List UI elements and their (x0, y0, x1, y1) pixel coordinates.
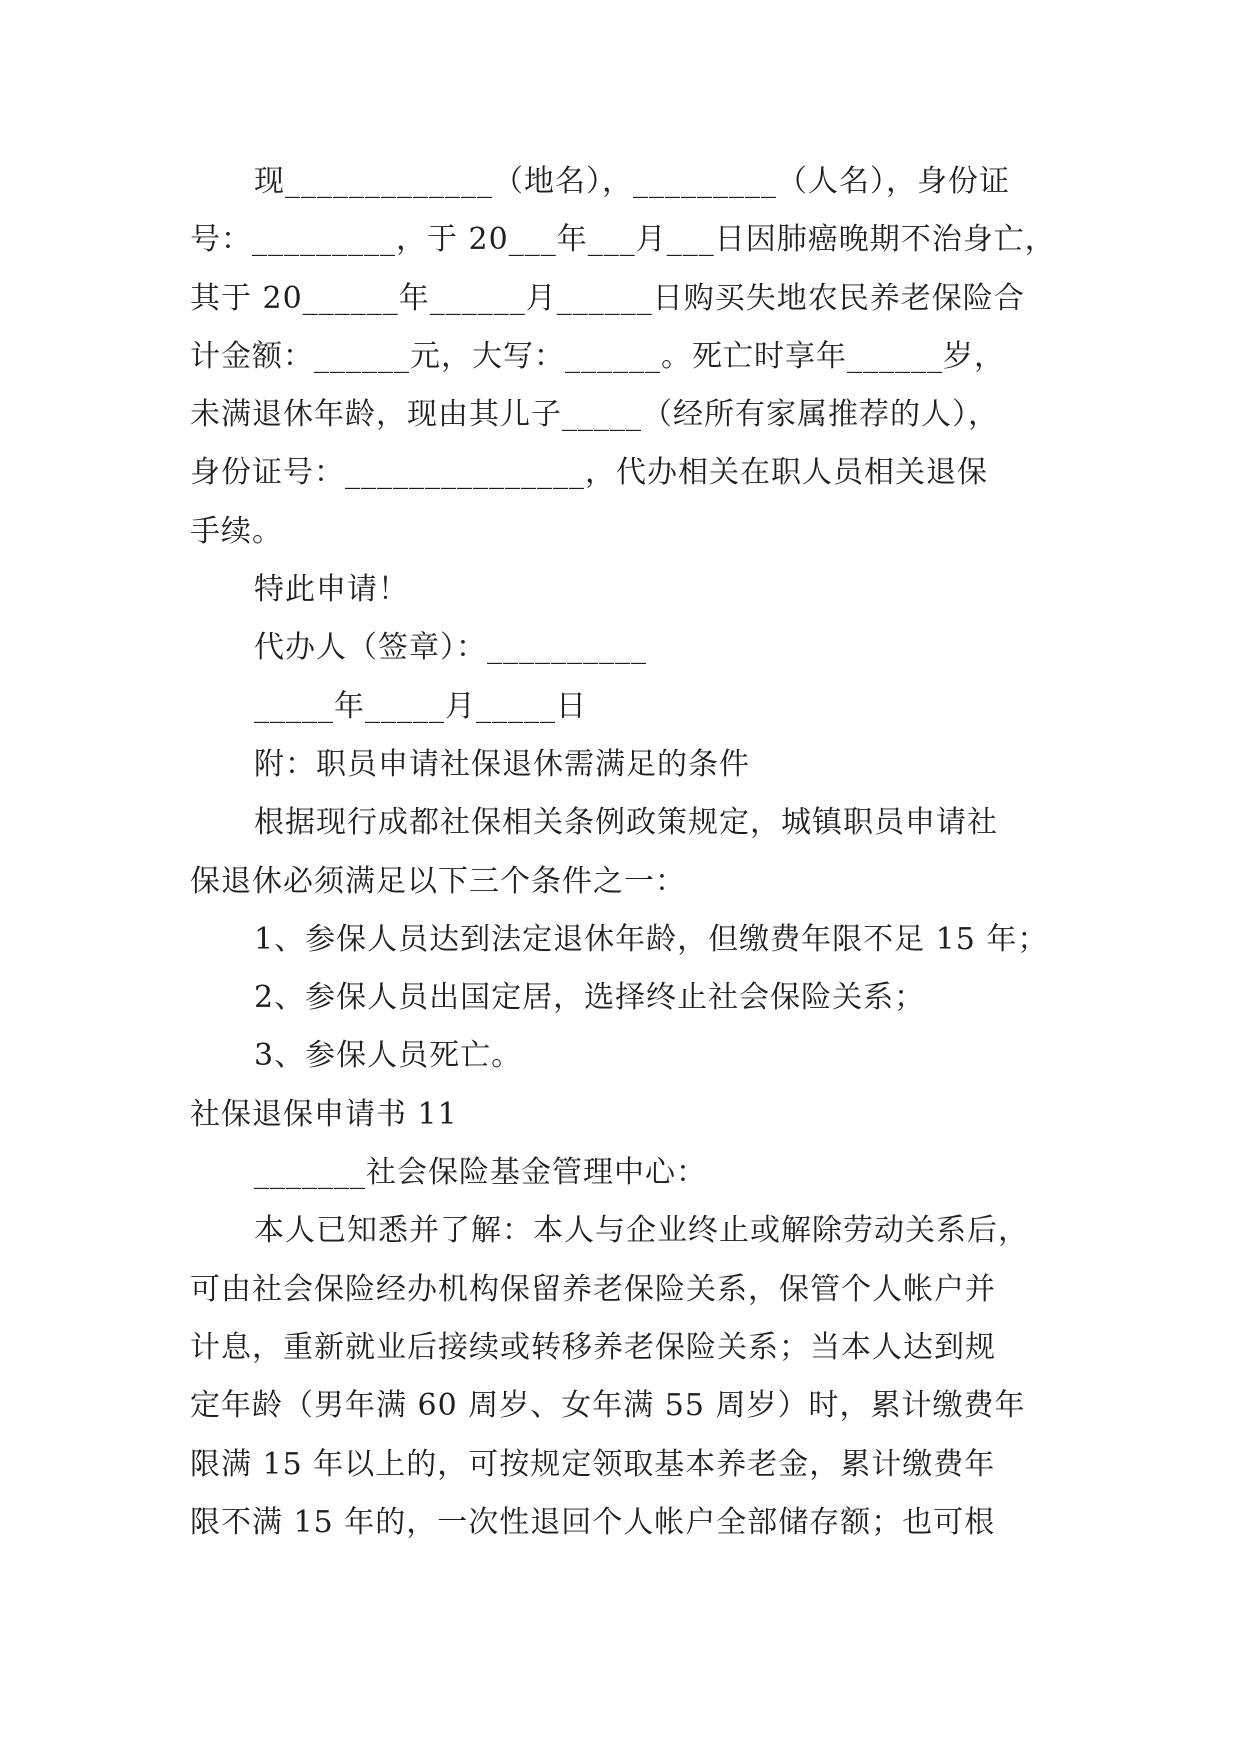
paragraph-line: 保退休必须满足以下三个条件之一： (190, 863, 686, 899)
closing-line: 特此申请！ (254, 572, 409, 608)
recipient-line: _______社会保险基金管理中心： (254, 1155, 707, 1191)
paragraph-line: 根据现行成都社保相关条例政策规定，城镇职员申请社 (254, 805, 998, 841)
paragraph-line: 限满 15 年以上的，可按规定领取基本养老金，累计缴费年 (190, 1446, 996, 1482)
paragraph-line: 未满退休年龄，现由其儿子_____（经所有家属推荐的人）， (190, 397, 999, 433)
paragraph-line: 定年龄（男年满 60 周岁、女年满 55 周岁）时，累计缴费年 (190, 1388, 1026, 1424)
paragraph-line: 手续。 (190, 513, 283, 549)
condition-item: 2、参保人员出国定居，选择终止社会保险关系； (254, 980, 926, 1016)
paragraph-line: 计金额：______元，大写：______。死亡时享年______岁， (190, 338, 1005, 374)
condition-item: 1、参保人员达到法定退休年龄，但缴费年限不足 15 年； (254, 921, 1049, 957)
paragraph-line: 现_____________（地名），_________（人名），身份证 (254, 164, 1010, 199)
paragraph-line: 号：_________，于 20___年___月___日因肺癌晚期不治身亡， (190, 222, 1056, 258)
paragraph-line: 其于 20______年______月______日购买失地农民养老保险合 (190, 280, 1025, 316)
document-body (190, 153, 1070, 1552)
paragraph-line: 计息，重新就业后接续或转移养老保险关系；当本人达到规 (190, 1329, 996, 1365)
paragraph-line: 本人已知悉并了解：本人与企业终止或解除劳动关系后， (254, 1213, 1029, 1249)
section-title: 社保退保申请书 11 (190, 1096, 458, 1132)
date-line: _____年_____月_____日 (254, 688, 587, 724)
condition-item: 3、参保人员死亡。 (254, 1038, 523, 1074)
appendix-heading: 附：职员申请社保退休需满足的条件 (254, 746, 750, 782)
paragraph-line: 身份证号：_______________，代办相关在职人员相关退保 (190, 455, 988, 491)
paragraph-line: 限不满 15 年的，一次性退回个人帐户全部储存额；也可根 (190, 1504, 996, 1540)
signature-line: 代办人（签章）：__________ (254, 630, 647, 666)
paragraph-line: 可由社会保险经办机构保留养老保险关系，保管个人帐户并 (190, 1271, 996, 1307)
